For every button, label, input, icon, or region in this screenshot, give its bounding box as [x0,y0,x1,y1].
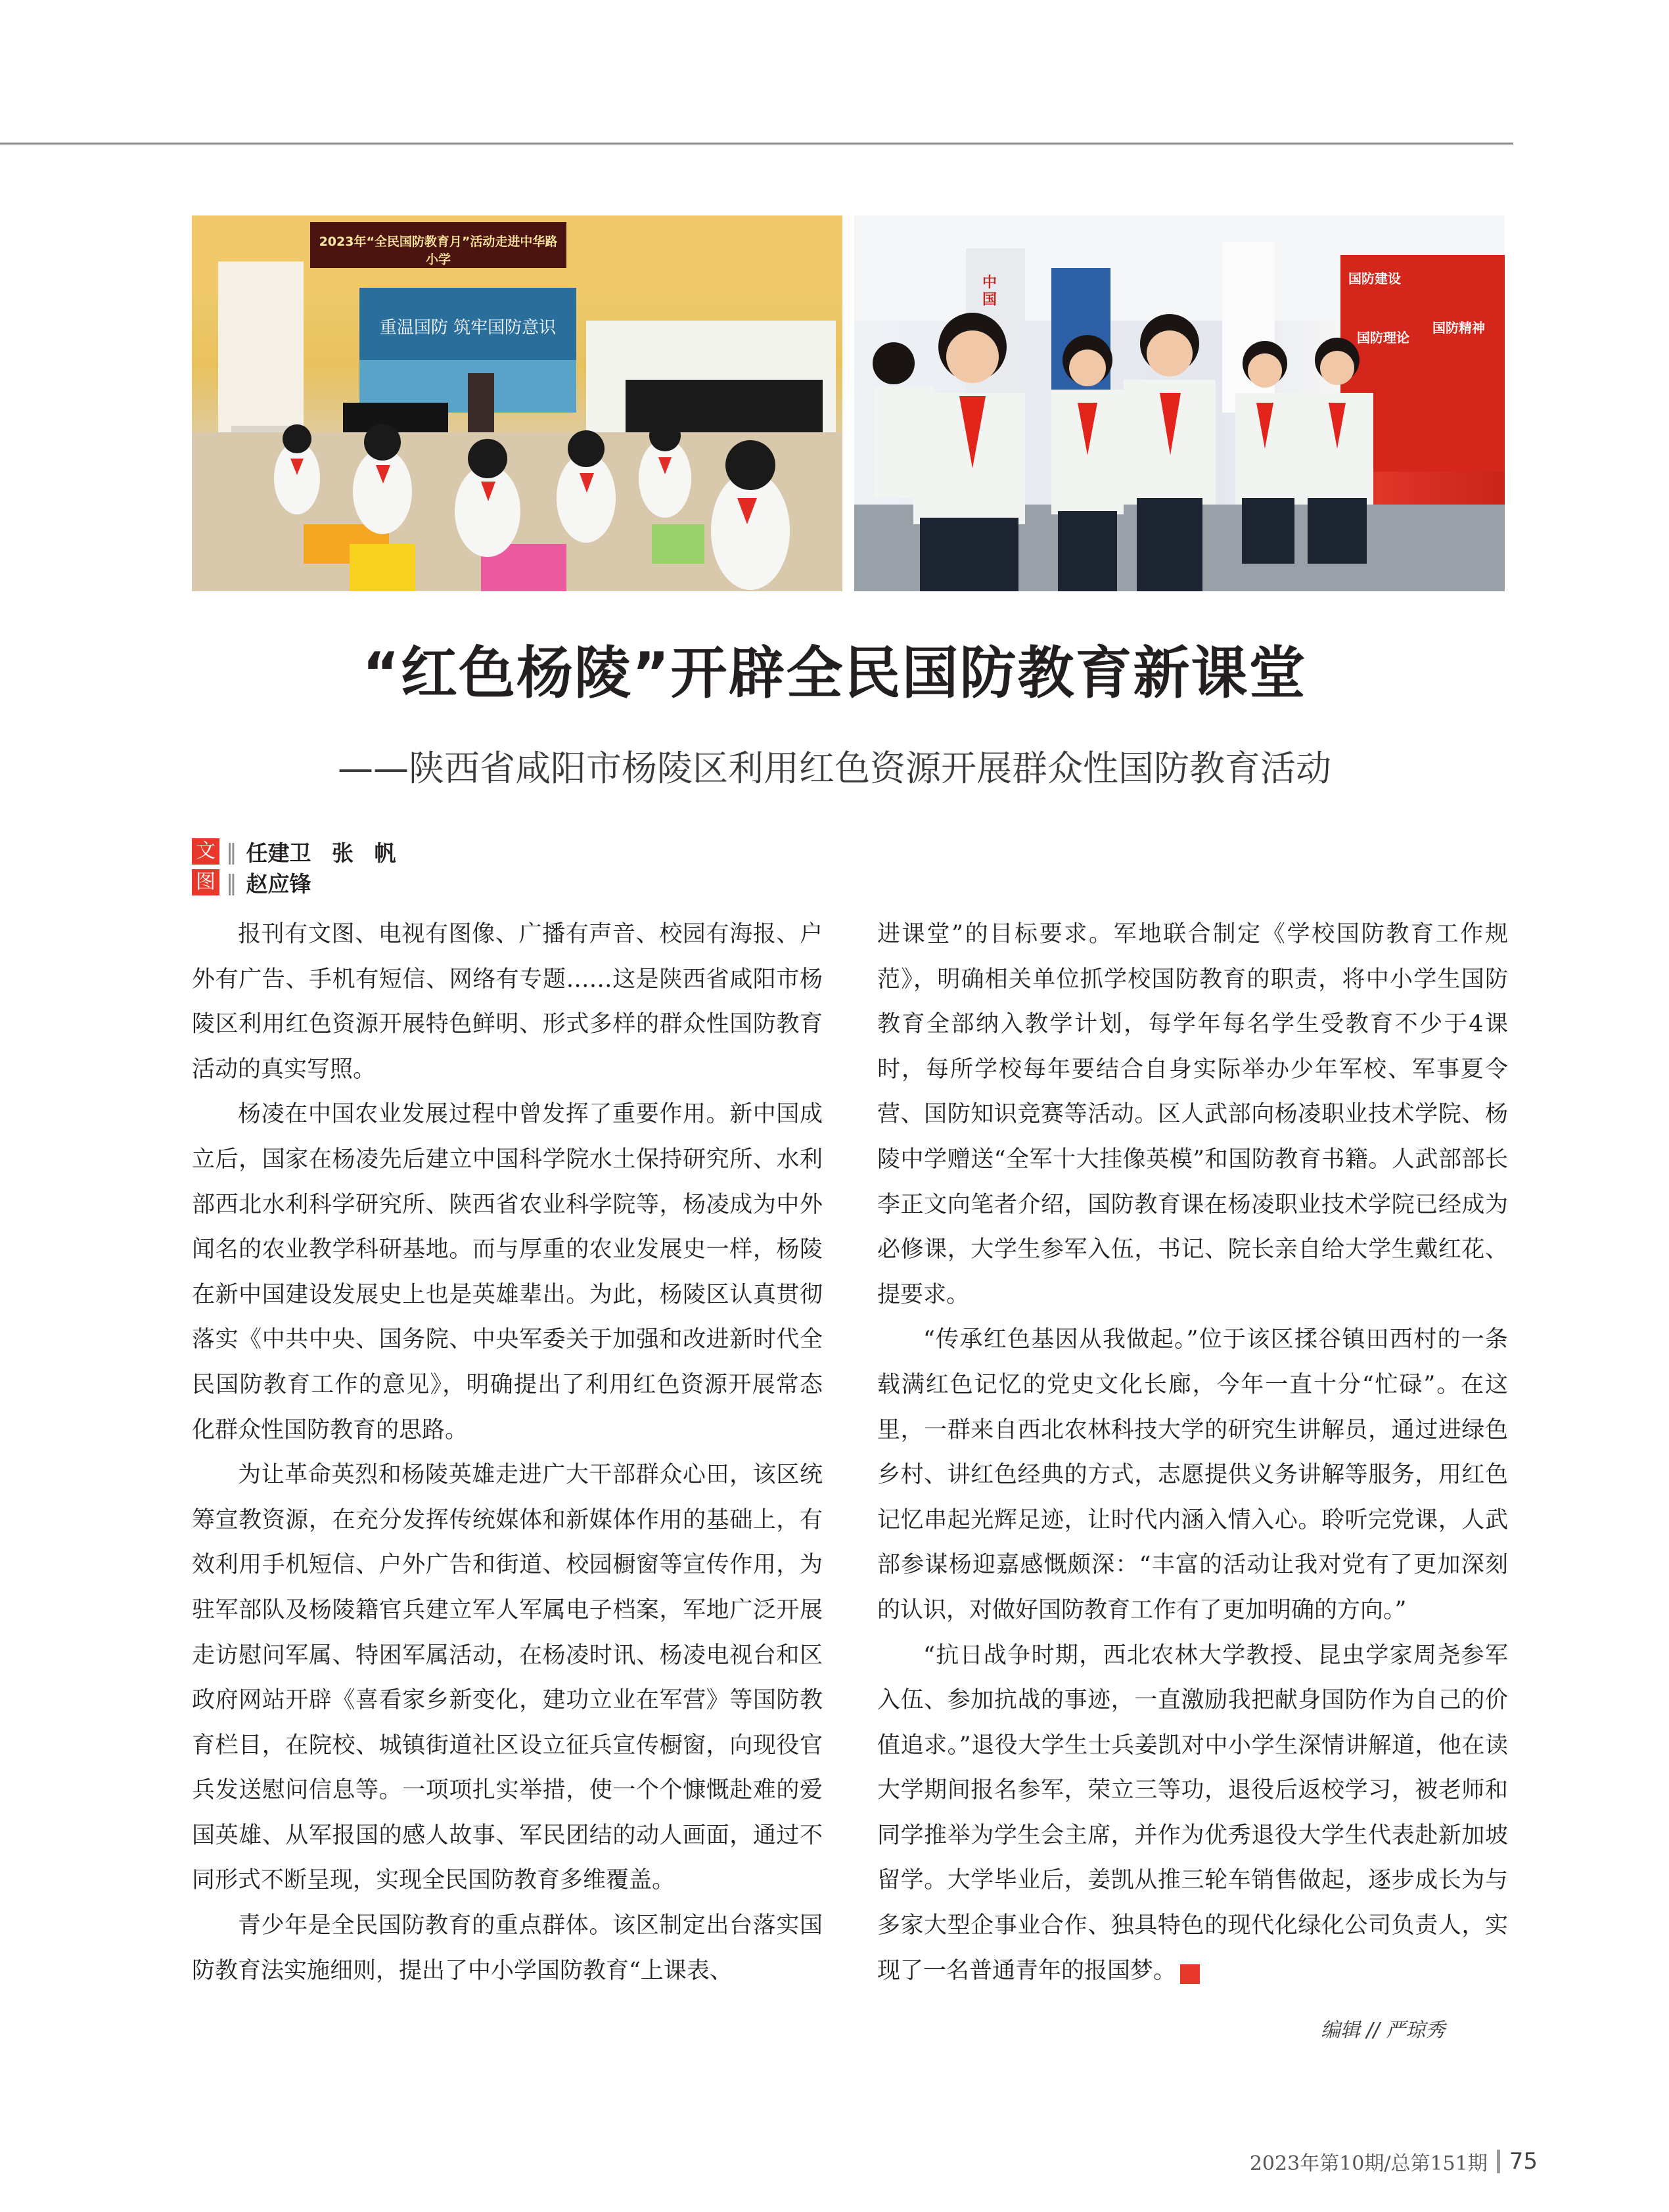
assembly-screen-text: 重温国防 筑牢国防意识 [379,318,557,338]
exhibit-sign: 中国 [982,275,997,308]
issue-info: 2023年第10期/总第151期 [1249,2152,1488,2175]
text-authors: 任建卫 张 帆 [246,840,396,866]
body-paragraph: 青少年是全民国防教育的重点群体。该区制定出台落实国防教育法实施细则，提出了中小学国防教育“上课表、 [192,1912,823,1984]
body-paragraph-last [877,1633,1508,1994]
body-paragraph: “传承红色基因从我做起。”位于该区揉谷镇田西村的一条载满红色记忆的党史文化长廊，今年一直十分“忙碌”。在这里，一群来自西北农林科技大学的研究生讲解员，通过进绿色乡村、讲红色经典的方式，志愿提供义务讲解等服务，用红色记忆串起光辉足迹，让时代内涵入情入心。聆听完党课，人武部参谋杨迎嘉感慨颇深：“丰富的活动让我对党有了更加深刻的认识，对做好国防教育工作有了更加明确的方向。” [877,1326,1508,1623]
page-footer [1250,2147,1538,2176]
panel-defense-construction: 国防建设 [1348,271,1401,286]
photo-school-assembly [192,215,842,591]
photo-exhibition-students [854,215,1505,591]
article-subtitle: ——陕西省咸阳市杨陵区利用红色资源开展群众性国防教育活动 [338,748,1331,789]
body-paragraph: 杨凌在中国农业发展过程中曾发挥了重要作用。新中国成立后，国家在杨凌先后建立中国科学院水土保持研究所、水利部西北水利科学研究所、陕西省农业科学院等，杨凌成为中外闻名的农业教学科研基地。而与厚重的农业发展史一样，杨陵在新中国建设发展史上也是英雄辈出。为此，杨陵区认真贯彻落实《中共中央、国务院、中央军委关于加强和改进新时代全民国防教育工作的意见》，明确提出了利用红色资源开展常态化群众性国防教育的思路。 [192,1101,823,1443]
assembly-illustration [192,215,842,591]
body-column-right [877,912,1508,1993]
photo-author: 赵应锋 [246,870,311,897]
panel-defense-theory: 国防理论 [1357,330,1409,346]
body-paragraph-text: “抗日战争时期，西北农林大学教授、昆虫学家周尧参军入伍、参加抗战的事迹，一直激励我把献身国防作为自己的价值追求。”退役大学生士兵姜凯对中小学生深情讲解道，他在读大学期间报名参军，荣立三等功，退役后返校学习，被老师和同学推举为学生会主席，并作为优秀退役大学生代表赴新加坡留学。大学毕业后，姜凯从推三轮车销售做起，逐步成长为与多家大型企事业合作、独具特色的现代化绿化公司负责人，实现了一名普通青年的报国梦。 [877,1642,1508,1984]
body-column-left [192,912,823,1993]
byline-photo [192,867,311,897]
end-mark-icon: G [1180,1964,1200,1984]
byline-separator: ‖ [226,869,237,895]
article-title: “红色杨陵”开辟全民国防教育新课堂 [362,641,1307,706]
body-paragraph-continued: 进课堂”的目标要求。军地联合制定《学校国防教育工作规范》，明确相关单位抓学校国防教育的职责，将中小学生国防教育全部纳入教学计划，每学年每名学生受教育不少于4课时，每所学校每年要结合自身实际举办少年军校、军事夏令营、国防知识竞赛等活动。区人武部向杨凌职业技术学院、杨陵中学赠送“全军十大挂像英模”和国防教育书籍。人武部部长李正文向笔者介绍，国防教育课在杨凌职业技术学院已经成为必修课，大学生参军入伍，书记、院长亲自给大学生戴红花、提要求。 [877,921,1508,1308]
byline-text [192,836,396,867]
panel-defense-spirit: 国防精神 [1432,320,1485,336]
body-paragraph: 报刊有文图、电视有图像、广播有声音、校园有海报、户外有广告、手机有短信、网络有专题……这是陕西省咸阳市杨陵区利用红色资源开展特色鲜明、形式多样的群众性国防教育活动的真实写照。 [192,921,823,1083]
students-illustration [854,215,1505,591]
byline-separator: ‖ [226,838,237,865]
header-rule [0,143,1513,145]
text-tag: 文 [192,838,219,865]
photo-tag: 图 [192,869,219,895]
body-paragraph: 为让革命英烈和杨陵英雄走进广大干部群众心田，该区统筹宣教资源，在充分发挥传统媒体和新媒体作用的基础上，有效利用手机短信、户外广告和街道、校园橱窗等宣传作用，为驻军部队及杨陵籍官兵建立军人军属电子档案，军地广泛开展走访慰问军属、特困军属活动，在杨凌时讯、杨凌电视台和区政府网站开辟《喜看家乡新变化，建功立业在军营》等国防教育栏目，在院校、城镇街道社区设立征兵宣传橱窗，向现役官兵发送慰问信息等。一项项扎实举措，使一个个慷慨赴难的爱国英雄、从军报国的感人故事、军民团结的动人画面，通过不同形式不断呈现，实现全民国防教育多维覆盖。 [192,1462,823,1894]
page-number: 75 [1509,2148,1538,2175]
footer-divider [1497,2150,1500,2173]
editor-credit: 编辑 // 严琼秀 [1321,2019,1446,2042]
assembly-banner: 2023年“全民国防教育月”活动走进中华路小学 [319,235,558,267]
